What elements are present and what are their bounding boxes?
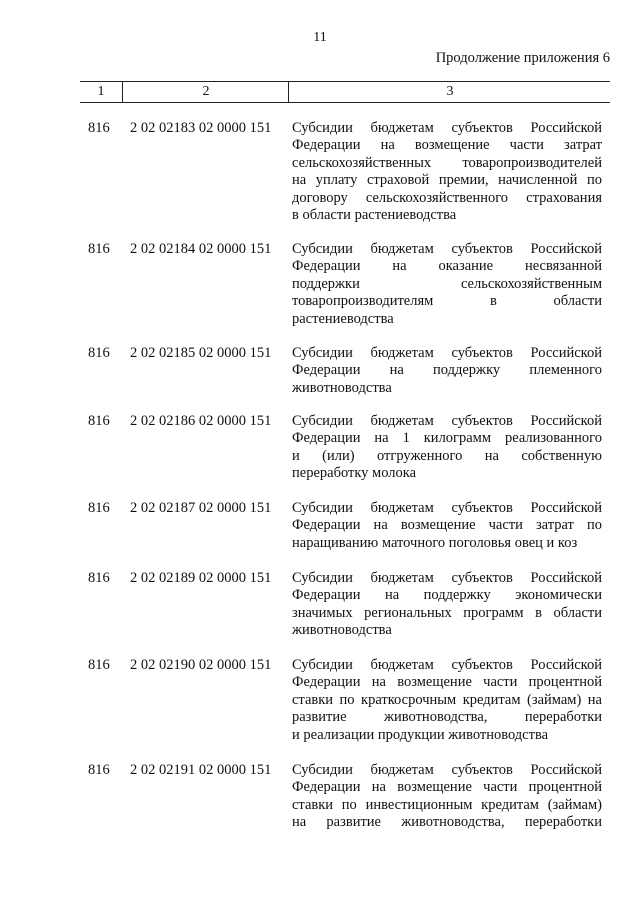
description-line: значимых региональных программ в области: [292, 604, 602, 621]
description-line: Федерации на возмещение части процентной: [292, 779, 602, 796]
description-line: поддержки сельскохозяйственным: [292, 275, 602, 292]
income-description: [292, 762, 602, 832]
description-line: Субсидии бюджетам субъектов Российской: [292, 241, 602, 257]
page-number: 11: [313, 30, 327, 45]
description-line: Федерации на возмещение части процентной: [292, 674, 602, 691]
description-line: наращиванию маточного поголовья овец и коз: [292, 534, 578, 551]
description-line: Федерации на возмещение части затрат по: [292, 517, 602, 534]
description-line: растениеводства: [292, 310, 394, 327]
description-line: развитие животноводства, переработки: [292, 709, 602, 726]
description-line: сельскохозяйственных товаропроизводителей: [292, 154, 602, 171]
description-line: товаропроизводителям в области: [292, 293, 602, 310]
description-line: Федерации на 1 килограмм реализованного: [292, 430, 602, 447]
income-description: [292, 345, 602, 397]
admin-code: 816: [88, 500, 110, 516]
income-description: [292, 657, 602, 744]
income-description: [292, 241, 602, 328]
description-line: ставки по инвестиционным кредитам (займам): [292, 796, 602, 813]
description-line: Субсидии бюджетам субъектов Российской: [292, 120, 602, 136]
description-line: на уплату страховой премии, начисленной по: [292, 172, 602, 189]
description-line: Субсидии бюджетам субъектов Российской: [292, 413, 602, 429]
description-line: Субсидии бюджетам субъектов Российской: [292, 570, 602, 586]
description-line: Федерации на возмещение части затрат: [292, 137, 602, 154]
description-line: на развитие животноводства, переработки: [292, 814, 602, 831]
column-header-1: 1: [97, 84, 105, 99]
income-description: [292, 413, 602, 483]
admin-code: 816: [88, 762, 110, 778]
budget-classification-code: 2 02 02190 02 0000 151: [130, 657, 272, 673]
description-line: и реализации продукции животноводства: [292, 726, 549, 743]
admin-code: 816: [88, 120, 110, 136]
admin-code: 816: [88, 241, 110, 257]
budget-classification-code: 2 02 02186 02 0000 151: [130, 413, 272, 429]
income-description: [292, 570, 602, 640]
description-line: переработку молока: [292, 465, 417, 482]
continuation-label: Продолжение приложения 6: [435, 50, 610, 66]
column-header-2: 2: [122, 82, 289, 102]
column-header-3: 3: [288, 82, 611, 102]
admin-code: 816: [88, 570, 110, 586]
description-line: договору сельскохозяйственного страхования: [292, 189, 602, 206]
description-line: животноводства: [292, 622, 392, 639]
budget-classification-code: 2 02 02189 02 0000 151: [130, 570, 272, 586]
budget-classification-code: 2 02 02187 02 0000 151: [130, 500, 272, 516]
description-line: Федерации на поддержку экономически: [292, 587, 602, 604]
description-line: Федерации на поддержку племенного: [292, 362, 602, 379]
description-line: Субсидии бюджетам субъектов Российской: [292, 762, 602, 778]
admin-code: 816: [88, 413, 110, 429]
description-line: Субсидии бюджетам субъектов Российской: [292, 345, 602, 361]
income-description: [292, 120, 602, 224]
description-line: ставки по краткосрочным кредитам (займам) на: [292, 691, 602, 708]
budget-classification-code: 2 02 02183 02 0000 151: [130, 120, 272, 136]
admin-code: 816: [88, 657, 110, 673]
description-line: в области растениеводства: [292, 206, 457, 223]
description-line: Субсидии бюджетам субъектов Российской: [292, 657, 602, 673]
budget-classification-code: 2 02 02191 02 0000 151: [130, 762, 272, 778]
budget-classification-code: 2 02 02184 02 0000 151: [130, 241, 272, 257]
description-line: Субсидии бюджетам субъектов Российской: [292, 500, 602, 516]
income-description: [292, 500, 602, 552]
description-line: животноводства: [292, 379, 392, 396]
admin-code: 816: [88, 345, 110, 361]
description-line: и (или) отгруженного на собственную: [292, 447, 602, 464]
description-line: Федерации на оказание несвязанной: [292, 258, 602, 275]
budget-classification-code: 2 02 02185 02 0000 151: [130, 345, 272, 361]
table-header: [80, 81, 610, 103]
